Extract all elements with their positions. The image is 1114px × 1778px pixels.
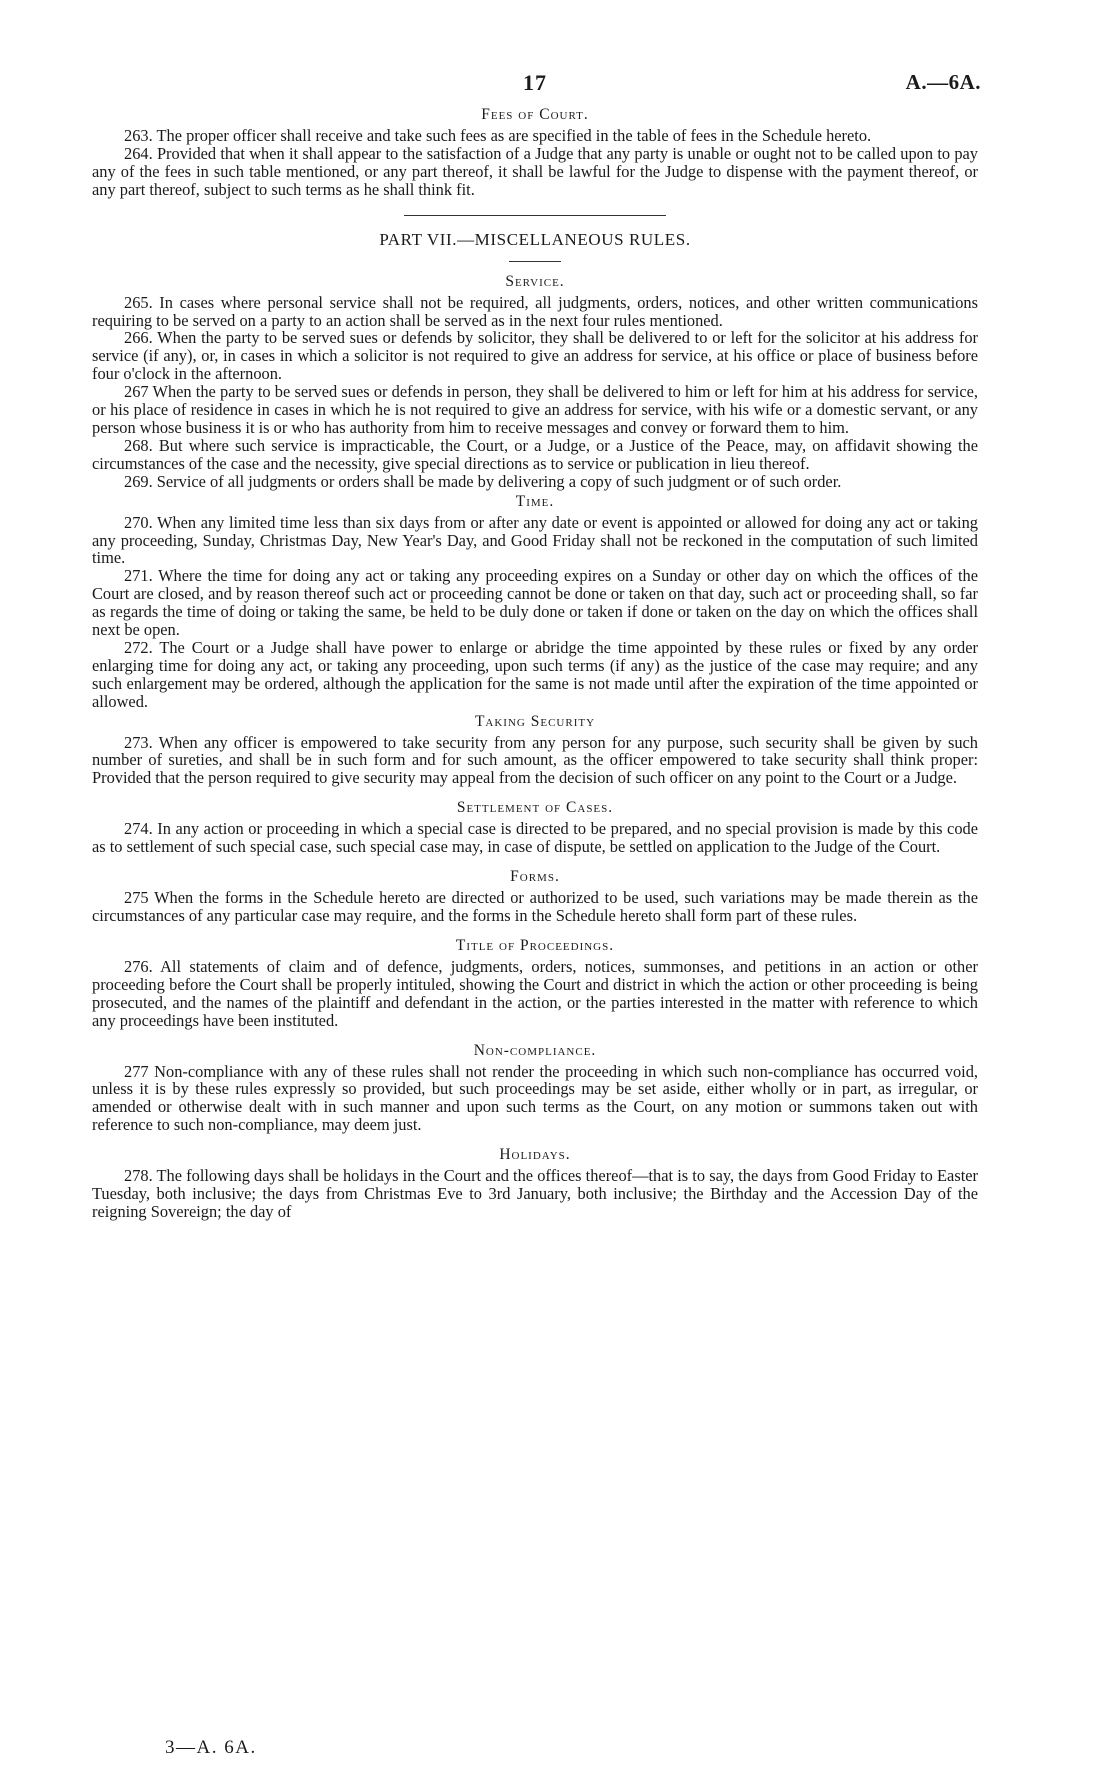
- divider-short: [509, 261, 561, 262]
- rule-266: 266. When the party to be served sues or defends by solicitor, they shall be delivered to or left for the solicitor at his address for service (if any), or, in cases in which a solicitor is not required to give an address for service, at his office or place of business before four o'clock in the afternoon.: [92, 328, 978, 384]
- document-reference: A.—6A.: [905, 70, 981, 94]
- section-heading-taking-security: Taking Security: [474, 712, 596, 730]
- rule-273: 273. When any officer is empowered to take security from any person for any purpose, such security shall be given by such number of sureties, and shall be in such form and for such amount, as the officer empowered to take security shall think proper: Provided that the person required to give security may appeal from the decision of such officer on any point to the Court or a Judge.: [92, 732, 978, 788]
- section-heading-settlement: Settlement of Cases.: [456, 799, 614, 817]
- section-heading-forms: Forms.: [510, 868, 560, 886]
- section-heading-service: Service.: [505, 272, 565, 290]
- rule-276: 276. All statements of claim and of defence, judgments, orders, notices, summonses, and petitions in an action or other proceeding before the Court shall be properly intituled, showing the Court and district in which the action or other proceeding is being prosecuted, and the names of the plaintiff and defendant in the action, or the parties interested in the matter with reference to which any proceedings have been instituted.: [92, 956, 978, 1030]
- rule-270: 270. When any limited time less than six days from or after any date or event is appointed or allowed for doing any act or taking any proceeding, Sunday, Christmas Day, New Year's Day, and Good Friday shall not be reckoned in the computation of such limited time.: [92, 512, 978, 568]
- rule-277: 277 Non-compliance with any of these rules shall not render the proceeding in which such non-compliance has occurred void, unless it is by these rules expressly so provided, but such proceedings may be set aside, either wholly or in part, as irregular, or amended or otherwise dealt with in such manner and upon such terms as the Court, on any motion or summons taken out with reference to such non-compliance, may deem just.: [92, 1061, 978, 1135]
- rule-275: 275 When the forms in the Schedule hereto are directed or authorized to be used, such variations may be made therein as the circumstances of any particular case may require, and the forms in the Schedule hereto shall form part of these rules.: [92, 888, 978, 925]
- rule-271: 271. Where the time for doing any act or taking any proceeding expires on a Sunday or other day on which the offices of the Court are closed, and by reason thereof such act or proceeding cannot be done or taken on that day, such act or proceeding shall, so far as regards the time of doing or taking the same, be held to be duly done or taken if done or taken on the day on which the offices shall next be open.: [92, 566, 978, 640]
- section-heading-non-compliance: Non-compliance.: [473, 1041, 597, 1059]
- section-heading-fees: Fees of Court.: [481, 106, 589, 123]
- rule-274: 274. In any action or proceeding in which a special case is directed to be prepared, and no special provision is made by this code as to settlement of such special case, such special case may, in case of dispute, be settled on application to the Judge of the Court.: [92, 819, 978, 857]
- rule-268: 268. But where such service is impracticable, the Court, or a Judge, or a Justice of the Peace, may, on affidavit showing the circumstances of the case and the necessity, give special directions as to service or publication in lieu thereof.: [92, 435, 978, 473]
- rule-272: 272. The Court or a Judge shall have power to enlarge or abridge the time appointed by these rules or fixed by any order enlarging time for doing any act, or taking any proceeding, upon such terms (if any) as the justice of the case may require; and any such enlargement may be ordered, although the application for the same is not made until after the expiration of the time appointed or allowed.: [92, 637, 978, 711]
- section-heading-holidays: Holidays.: [499, 1146, 571, 1164]
- page-header: [92, 70, 981, 104]
- rule-265: 265. In cases where personal service shall not be required, all judgments, orders, notices, and other written communications requiring to be served on a party to an action shall be served as in the next four rules mentioned.: [92, 292, 978, 330]
- rule-269: 269. Service of all judgments or orders shall be made by delivering a copy of such judgment or of such order.: [124, 471, 842, 491]
- rule-264: 264. Provided that when it shall appear to the satisfaction of a Judge that any party is unable or ought not to be called upon to pay any of the fees in such table mentioned, or any part thereof, it shall be lawful for the Judge to dispense with the payment thereof, or any part thereof, subject to such terms as he shall think fit.: [92, 143, 978, 199]
- section-heading-time: Time.: [515, 492, 555, 510]
- page-signature: 3—A. 6A.: [165, 1737, 257, 1758]
- rule-267: 267 When the party to be served sues or defends in person, they shall be delivered to him or left for him at his address for service, or his place of residence in cases in which he is not required to give an address for service, with his wife or a domestic servant, or any person whose business it is or who has authority from him to receive messages and convey or forward them to him.: [92, 382, 978, 437]
- section-heading-title-of-proceedings: Title of Proceedings.: [455, 936, 615, 954]
- page-number: 17: [523, 70, 547, 95]
- divider: [404, 215, 666, 216]
- rule-263: 263. The proper officer shall receive and take such fees as are specified in the table of fees in the Schedule hereto.: [124, 126, 872, 145]
- rule-278: 278. The following days shall be holidays in the Court and the offices thereof—that is to say, the days from Good Friday to Easter Tuesday, both inclusive; the days from Christmas Eve to 3rd January, both inclusive; the Birthday and the Accession Day of the reigning Sovereign; the day of: [92, 1166, 978, 1221]
- part-title: PART VII.—MISCELLANEOUS RULES.: [379, 229, 691, 249]
